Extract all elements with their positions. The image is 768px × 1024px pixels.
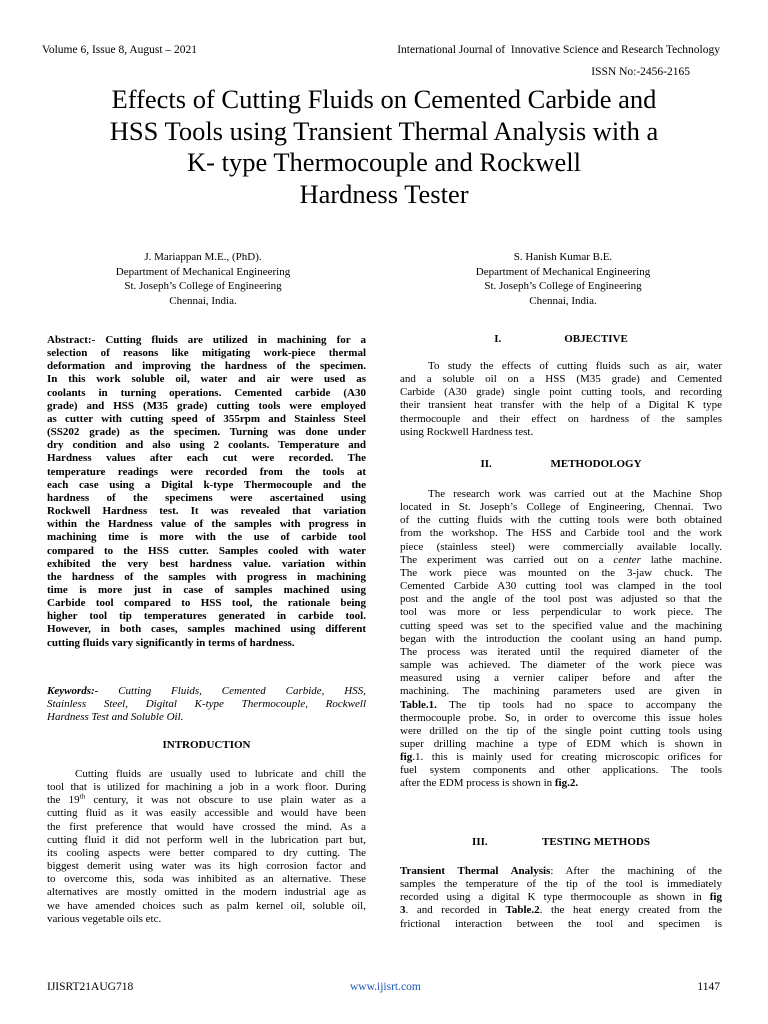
intro-line: biggest demerit using water was its high corrosion factor and [47, 860, 366, 873]
title-line: HSS Tools using Transient Thermal Analysis with a [109, 115, 659, 146]
intro-line: cutting fluid it did not perform well in the lubrication part but, [47, 833, 366, 846]
author-block-1 [88, 250, 318, 308]
keywords [47, 685, 366, 724]
abstract-line: the hardness of the samples with progress in machining [47, 570, 366, 583]
intro-line: tool that is utilized for machining a job in a work floor. During [47, 781, 366, 794]
objective-line: Carbide (A30 grade) single point cutting tools, and recording [400, 386, 722, 399]
table-ref: Table.2 [505, 904, 540, 917]
testing-line: samples the temperature of the tip of the tool is immediately [400, 878, 722, 891]
methodology-text [400, 488, 722, 791]
author-department: Department of Mechanical Engineering [475, 265, 651, 278]
methodology-line: measured using a vernier caliper before and after the [400, 672, 722, 685]
abstract-line: higher tool tip temperatures generated in carbide tool. [47, 610, 366, 623]
methodology-line: post and the angle of the tool post was adjusted so that the [400, 593, 722, 606]
abstract-line: (SS202 grade) as the specimen. Turning was done under [47, 426, 366, 439]
intro-line: alternatives are mostly omitted in the modern industrial age as [47, 886, 366, 899]
testing-line: Transient Thermal Analysis: After the machining of the [400, 865, 722, 877]
abstract-line: machining time is more with the use of carbide tool [47, 531, 366, 544]
methodology-line: thermocouple probe. So, in order to overcome this issue holes [400, 711, 722, 724]
methodology-line: Table.1. The tip tools had no space to accompany the [400, 698, 722, 711]
abstract-line: selection of reasons like mitigating work-piece thermal [47, 347, 366, 360]
title-line: Effects of Cutting Fluids on Cemented Carbide and [111, 84, 657, 114]
figure-ref: fig.2. [554, 777, 579, 790]
intro-line: the 19th century, it was not obscure to use plain water as a [47, 792, 366, 807]
methodology-line: The experiment was carried out on a center lathe machine. [400, 553, 723, 566]
abstract-label: Abstract:- [47, 334, 96, 346]
figure-ref: fig [400, 751, 413, 764]
intro-line: Cutting fluids are usually used to lubricate and chill the [75, 768, 366, 780]
methodology-line: from the workshop. The HSS and Carbide tool and the work [400, 527, 722, 540]
figure-ref: fig [709, 891, 722, 904]
methodology-line: began with the introduction the coolant using an hand pump. [400, 632, 722, 645]
abstract-line: dry condition and also using 2 coolants. Temperature and [47, 439, 366, 452]
section-number: II. [480, 458, 492, 470]
author-name: J. Mariappan M.E., (PhD). [144, 251, 262, 263]
abstract-line: within the Hardness value of the samples with progress in [47, 518, 366, 531]
title-line: Hardness Tester [299, 178, 469, 209]
abstract-line: hardness of the specimens were ascertained using [47, 491, 366, 504]
methodology-line: fuel system components and other applications. The tools [400, 764, 722, 777]
figure-ref: 3 [400, 904, 406, 917]
subsection-label: Transient Thermal Analysis [400, 865, 551, 877]
abstract [47, 334, 366, 650]
abstract-line: time is more just in case of samples machined using [47, 583, 366, 596]
objective-line: their transient heat transfer with the help of a Digital K type [400, 399, 722, 412]
abstract-line: deformation and improving the hardness of the specimen. [47, 360, 366, 373]
methodology-line: The research work was carried out at the Machine Shop [428, 488, 722, 500]
testing-line: frictional interaction between the tool and specimen is [400, 917, 722, 930]
objective-line: and a soluble oil on a HSS (M35 grade) and Cemented [400, 373, 722, 386]
section-number: III. [472, 836, 488, 848]
abstract-line: cutting fluids vary significantly in terms of hardness. [47, 636, 295, 649]
author-city: Chennai, India. [529, 294, 597, 307]
author-block-2 [448, 250, 678, 308]
author-department: Department of Mechanical Engineering [115, 265, 291, 278]
table-ref: Table.1. [400, 698, 437, 711]
testing-line: 3. and recorded in Table.2. the heat energy created from the [400, 904, 722, 917]
journal-website-link[interactable]: www.ijisrt.com [350, 981, 421, 993]
author-name: S. Hanish Kumar B.E. [513, 251, 613, 263]
author-college: St. Joseph’s College of Engineering [124, 280, 282, 292]
testing-line: recorded using a digital K type thermocouple as shown in fig [400, 891, 722, 904]
paper-title [40, 84, 728, 210]
abstract-line: exhibited the very best hardness value. variation within [47, 557, 366, 570]
methodology-line: fig.1. this is mainly used for creating microscopic orifices for [400, 751, 722, 764]
objective-line: using Rockwell Hardness test. [400, 425, 534, 438]
abstract-line: grade) and HSS (M35 grade) cutting tools were employed [47, 399, 366, 412]
title-line: K- type Thermocouple and Rockwell [187, 147, 581, 177]
methodology-line: The process was iterated until the required diameter of the [400, 645, 722, 658]
page-number: 1147 [697, 981, 720, 993]
introduction-text [47, 768, 366, 926]
methodology-line: Cemented Carbide A30 cutting tool was clamped in the tool [400, 580, 722, 593]
abstract-line: Hardness values after each cut were recorded. The [47, 452, 366, 465]
intro-line: the first preference that would have crossed the mind. As a [47, 820, 366, 833]
methodology-heading: II. METHODOLOGY [480, 458, 642, 470]
objective-line: thermocouple and their effect on hardness of the samples [400, 412, 722, 425]
intro-line: various vegetable oils etc. [47, 912, 162, 925]
methodology-line: were drilled on the tip of the single point cutting tools using [400, 724, 722, 737]
methodology-line: piece (stainless steel) were commercially available locally. [400, 540, 722, 553]
methodology-line: super drilling machine a type of EDM which is shown in [400, 737, 722, 750]
keywords-line: Hardness Test and Soluble Oil. [47, 711, 184, 724]
methodology-line: sample was achieved. The diameter of the work piece was [400, 659, 722, 672]
keywords-line: Stainless Steel, Digital K-type Thermocouple, Rockwell [47, 698, 366, 711]
methodology-line: tool was more or less perpendicular to work piece. The [400, 606, 722, 619]
methodology-line: located in St. Joseph’s College of Engineering, Chennai. Two [400, 501, 722, 514]
volume-info: Volume 6, Issue 8, August – 2021 [42, 44, 198, 56]
keywords-label: Keywords:- [47, 685, 99, 697]
abstract-line: Rockwell Hardness test. It was revealed that variation [47, 505, 366, 518]
abstract-line: coolants in turning operations. Cemented carbide (A30 [47, 386, 366, 399]
abstract-line: In this work soluble oil, water and air were used as [47, 373, 366, 386]
section-number: I. [494, 333, 502, 345]
intro-line: its cooling aspects were better compared to dry cutting. The [47, 846, 366, 859]
objective-heading: I. OBJECTIVE [494, 333, 628, 345]
methodology-line: cutting speed was set to the specified value and the machining [400, 619, 722, 632]
article-id: IJISRT21AUG718 [47, 981, 134, 993]
keywords-line: Keywords:- Cutting Fluids, Cemented Carbide, HSS, [47, 685, 366, 697]
methodology-line: machining. The machining parameters used are given in [400, 685, 722, 698]
abstract-line: Carbide tool compared to HSS tool, the rationale being [47, 597, 366, 610]
abstract-line: temperature readings were recorded from the tools at [47, 465, 366, 478]
abstract-line: compared to the HSS cutter. Samples cooled with water [47, 544, 366, 557]
objective-line: To study the effects of cutting fluids such as air, water [428, 360, 722, 372]
issn: ISSN No:-2456-2165 [591, 66, 690, 78]
abstract-line: each case using a Digital k-type Thermocouple and the [47, 478, 366, 491]
testing-heading: III. TESTING METHODS [472, 836, 650, 848]
introduction-heading: INTRODUCTION [162, 739, 251, 751]
testing-text [400, 865, 722, 931]
abstract-line: as cutter with cutting speed of 355rpm and Stainless Steel [47, 412, 366, 425]
methodology-line: after the EDM process is shown in fig.2. [400, 777, 579, 790]
methodology-line: of the cutting fluids with the cutting tools were both obtained [400, 514, 722, 527]
intro-line: cutting fluid as it was easily accessible and would have been [47, 807, 366, 820]
abstract-line: Abstract:- Cutting fluids are utilized in machining for a [47, 334, 366, 346]
objective-text [400, 360, 722, 439]
methodology-line: The work piece was mounted on the 3-jaw chuck. The [400, 566, 722, 579]
author-college: St. Joseph’s College of Engineering [484, 280, 642, 292]
journal-name: International Journal of Innovative Science and Research Technology [397, 44, 720, 56]
intro-line: we have amended choices such as palm kernel oil, soluble oil, [47, 899, 366, 912]
author-city: Chennai, India. [169, 294, 237, 307]
intro-line: to overcome this, soda was inhibited as an alternative. These [47, 873, 366, 886]
abstract-line: However, in both cases, samples machined using different [47, 623, 366, 636]
